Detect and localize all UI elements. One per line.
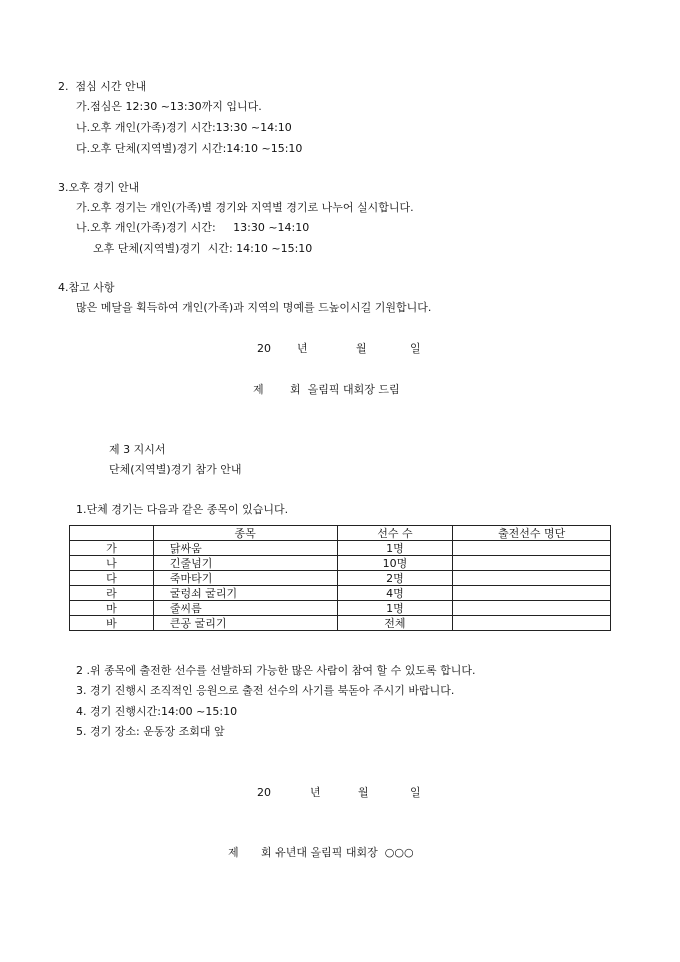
row-roster[interactable] [453, 556, 611, 571]
row-event: 죽마타기 [153, 571, 337, 586]
table-row [70, 571, 611, 586]
row-event: 긴줄넘기 [153, 556, 337, 571]
row-roster[interactable] [453, 541, 611, 556]
row-event: 큰공 굴리기 [153, 616, 337, 631]
row-roster[interactable] [453, 601, 611, 616]
sign2-prefix: 제 [228, 846, 239, 859]
section3-item-b: 나.오후 개인(가족)경기 시간: 13:30 ~14:10 [76, 221, 310, 234]
section2-heading: 2. 점심 시간 안내 [58, 80, 147, 93]
note-4: 4. 경기 진행시간:14:00 ~15:10 [76, 705, 238, 718]
section2-item-b: 나.오후 개인(가족)경기 시간:13:30 ~14:10 [76, 121, 292, 134]
row-event: 줄씨름 [153, 601, 337, 616]
row-count: 전체 [337, 616, 453, 631]
directive-subtitle: 단체(지역별)경기 참가 안내 [109, 463, 242, 476]
date1-year: 20 [257, 342, 271, 355]
date2-year-unit: 년 [310, 786, 321, 799]
row-count: 10명 [337, 556, 453, 571]
note-5: 5. 경기 장소: 운동장 조회대 앞 [76, 725, 225, 738]
header-label-cell [70, 526, 154, 541]
events-table [69, 525, 611, 631]
row-label: 라 [70, 586, 154, 601]
row-roster[interactable] [453, 586, 611, 601]
section3-item-c: 오후 단체(지역별)경기 시간: 14:10 ~15:10 [93, 242, 313, 255]
sign1-text: 회 올림픽 대회장 드림 [290, 383, 400, 396]
row-roster[interactable] [453, 616, 611, 631]
row-label: 다 [70, 571, 154, 586]
section3-item-a: 가.오후 경기는 개인(가족)별 경기와 지역별 경기로 나누어 실시합니다. [76, 201, 414, 214]
section4-text: 많은 메달을 획득하여 개인(가족)과 지역의 명예를 드높이시길 기원합니다. [76, 301, 432, 314]
date1-year-unit: 년 [297, 342, 308, 355]
table-row [70, 586, 611, 601]
row-label: 나 [70, 556, 154, 571]
note-2: 2 .위 종목에 출전한 선수를 선발하되 가능한 많은 사람이 참여 할 수 있도록 합니다. [76, 664, 476, 677]
date2-day-unit: 일 [410, 786, 421, 799]
row-event: 닭싸움 [153, 541, 337, 556]
date2-year: 20 [257, 786, 271, 799]
date1-month-unit: 월 [356, 342, 367, 355]
table-row [70, 556, 611, 571]
row-label: 바 [70, 616, 154, 631]
row-roster[interactable] [453, 571, 611, 586]
header-count: 선수 수 [337, 526, 453, 541]
table-row [70, 541, 611, 556]
sign1-prefix: 제 [253, 383, 264, 396]
row-label: 가 [70, 541, 154, 556]
note-3: 3. 경기 진행시 조직적인 응원으로 출전 선수의 사기를 북돋아 주시기 바랍니다. [76, 684, 455, 697]
header-roster: 출전선수 명단 [453, 526, 611, 541]
directive-title: 제 3 지시서 [109, 443, 166, 456]
row-count: 1명 [337, 601, 453, 616]
row-label: 마 [70, 601, 154, 616]
section2-item-a: 가.점심은 12:30 ~13:30까지 입니다. [76, 100, 262, 113]
sign2-text: 회 유년대 올림픽 대회장 ○○○ [261, 846, 414, 859]
row-count: 4명 [337, 586, 453, 601]
date1-day-unit: 일 [410, 342, 421, 355]
section2-item-c: 다.오후 단체(지역별)경기 시간:14:10 ~15:10 [76, 142, 303, 155]
table-row [70, 616, 611, 631]
row-event: 굴렁쇠 굴리기 [153, 586, 337, 601]
row-count: 2명 [337, 571, 453, 586]
row-count: 1명 [337, 541, 453, 556]
date2-month-unit: 월 [358, 786, 369, 799]
header-event: 종목 [153, 526, 337, 541]
events-intro: 1.단체 경기는 다음과 같은 종목이 있습니다. [76, 503, 289, 516]
section4-heading: 4.참고 사항 [58, 281, 115, 294]
table-row [70, 601, 611, 616]
section3-heading: 3.오후 경기 안내 [58, 181, 140, 194]
table-header-row [70, 526, 611, 541]
